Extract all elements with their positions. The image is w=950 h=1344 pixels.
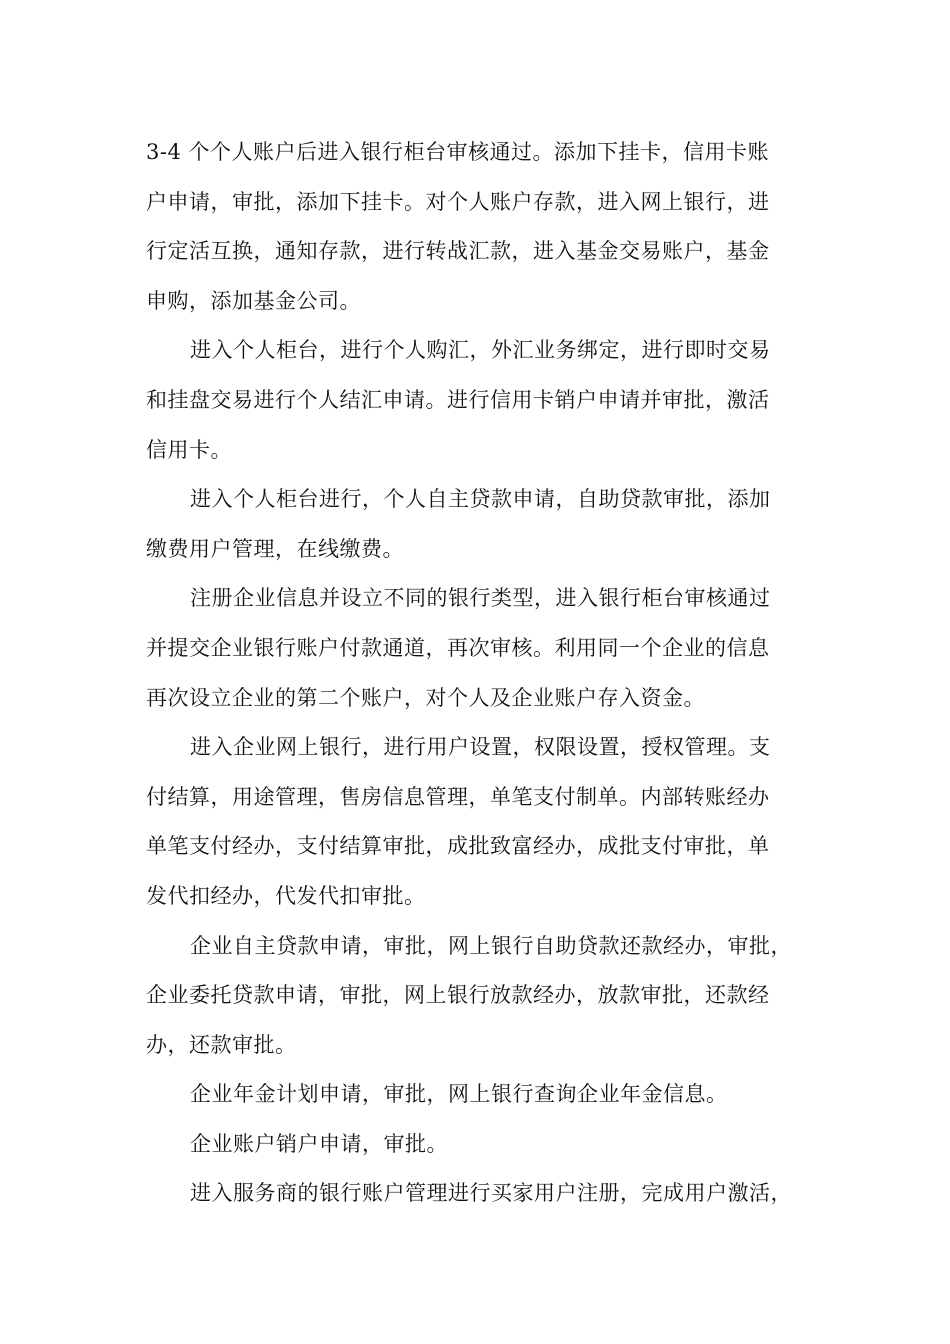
text-line: 户申请，审批，添加下挂卡。对个人账户存款，进入网上银行，进 xyxy=(146,189,770,214)
text-line: 进入企业网上银行，进行用户设置，权限设置，授权管理。支 xyxy=(190,735,771,760)
text-line: 进入个人柜台，进行个人购汇，外汇业务绑定，进行即时交易 xyxy=(190,338,771,363)
text-line: 3-4 个个人账户后进入银行柜台审核通过。添加下挂卡，信用卡账 xyxy=(146,140,769,164)
text-line: 缴费用户管理，在线缴费。 xyxy=(146,536,404,561)
paragraph-3 xyxy=(146,475,826,574)
text-line: 行定活互换，通知存款，进行转战汇款，进入基金交易账户，基金 xyxy=(146,239,770,264)
text-line: 企业委托贷款申请，审批，网上银行放款经办，放款审批，还款经 xyxy=(146,983,770,1008)
paragraph-8 xyxy=(146,1120,826,1170)
paragraph-9 xyxy=(146,1169,826,1219)
text-line: 再次设立企业的第二个账户，对个人及企业账户存入资金。 xyxy=(146,685,705,710)
paragraph-2 xyxy=(146,326,826,475)
document-body xyxy=(146,128,826,1219)
text-line: 和挂盘交易进行个人结汇申请。进行信用卡销户申请并审批，激活 xyxy=(146,387,770,412)
text-line: 单笔支付经办，支付结算审批，成批致富经办，成批支付审批，单 xyxy=(146,834,770,859)
text-line: 并提交企业银行账户付款通道，再次审核。利用同一个企业的信息 xyxy=(146,635,770,660)
text-line: 企业自主贷款申请，审批，网上银行自助贷款还款经办，审批， xyxy=(190,933,792,958)
paragraph-1 xyxy=(146,128,826,326)
paragraph-5 xyxy=(146,723,826,921)
text-line: 进入服务商的银行账户管理进行买家用户注册，完成用户激活， xyxy=(190,1181,792,1206)
text-line: 企业账户销户申请，审批。 xyxy=(190,1131,448,1156)
text-line: 申购，添加基金公司。 xyxy=(146,288,361,313)
text-line: 注册企业信息并设立不同的银行类型，进入银行柜台审核通过 xyxy=(190,586,771,611)
text-line: 企业年金计划申请，审批，网上银行查询企业年金信息。 xyxy=(190,1082,728,1107)
text-line: 信用卡。 xyxy=(146,437,232,462)
paragraph-7 xyxy=(146,1070,826,1120)
paragraph-6 xyxy=(146,922,826,1071)
paragraph-4 xyxy=(146,574,826,723)
text-line: 发代扣经办，代发代扣审批。 xyxy=(146,883,426,908)
text-line: 进入个人柜台进行，个人自主贷款申请，自助贷款审批，添加 xyxy=(190,487,771,512)
text-line: 付结算，用途管理，售房信息管理，单笔支付制单。内部转账经办 xyxy=(146,784,770,809)
text-line: 办，还款审批。 xyxy=(146,1032,297,1057)
